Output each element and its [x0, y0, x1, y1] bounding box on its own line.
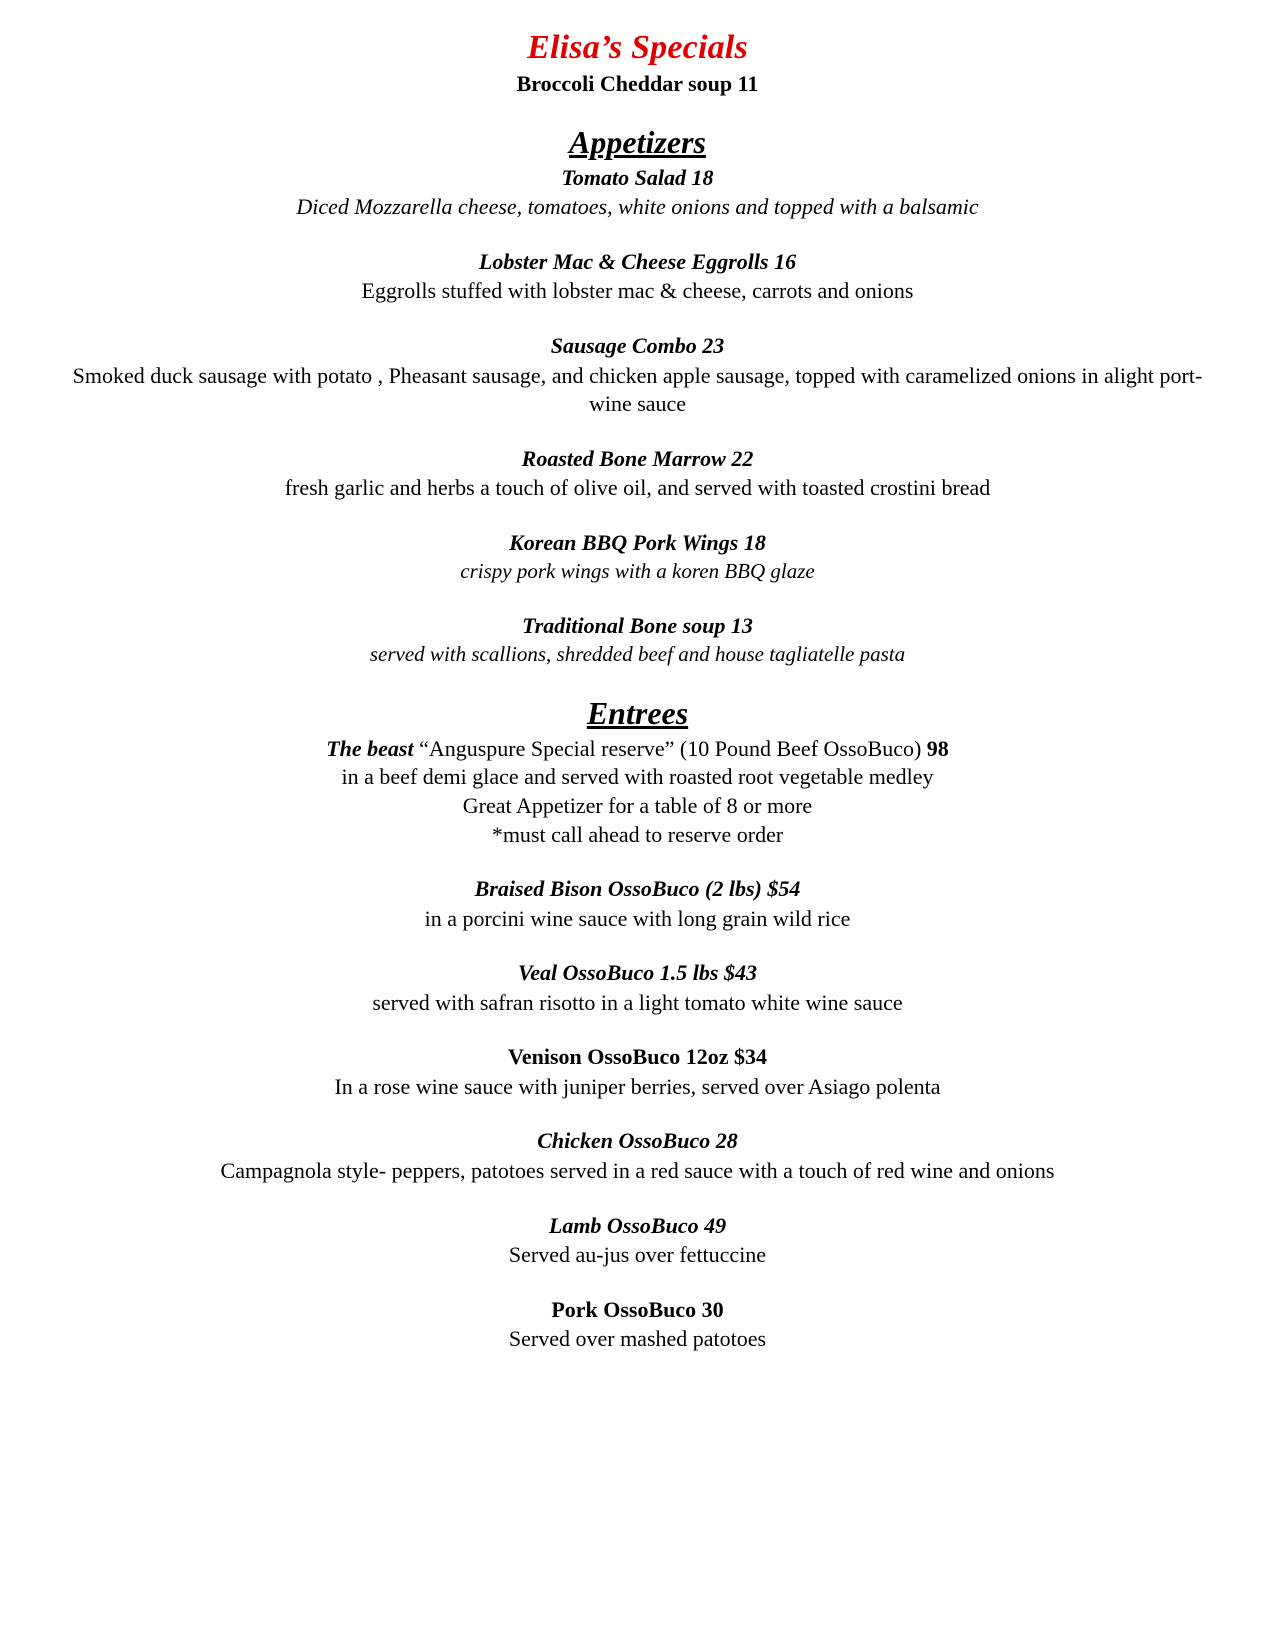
menu-item-description: Diced Mozzarella cheese, tomatoes, white onions and topped with a balsamic — [296, 194, 979, 220]
menu-item-name: Pork OssoBuco 30 — [551, 1296, 724, 1322]
menu-item-name: Veal OssoBuco 1.5 lbs $43 — [518, 960, 757, 986]
menu-item-reserve-note: *must call ahead to reserve order — [491, 821, 784, 847]
menu-item-description: Served au-jus over fettuccine — [508, 1242, 767, 1268]
menu-item — [60, 164, 1215, 222]
menu-item-description: Smoked duck sausage with potato , Pheasant sausage, and chicken apple sausage, topped with caramelized onions in alight port-wine sauce — [72, 362, 1203, 417]
menu-item — [60, 445, 1215, 503]
beast-name: The beast — [326, 735, 420, 761]
menu-item-name: Tomato Salad 18 — [561, 164, 714, 190]
menu-item-description: in a porcini wine sauce with long grain wild rice — [424, 905, 851, 931]
menu-item-description: Served over mashed patotoes — [508, 1326, 767, 1352]
menu-item — [60, 612, 1215, 669]
menu-item — [60, 529, 1215, 586]
beast-quote: “Anguspure Special reserve” (10 Pound Beef OssoBuco) — [419, 735, 927, 761]
menu-item-name: Chicken OssoBuco 28 — [537, 1128, 738, 1154]
menu-item — [60, 332, 1215, 419]
menu-item-description: crispy pork wings with a koren BBQ glaze — [460, 559, 815, 584]
menu-item-name: Braised Bison OssoBuco (2 lbs) $54 — [474, 876, 801, 902]
menu-item — [60, 875, 1215, 933]
menu-item-name: Traditional Bone soup 13 — [522, 612, 753, 638]
menu-item-note: Great Appetizer for a table of 8 or more — [462, 793, 813, 819]
menu-item-name: Korean BBQ Pork Wings 18 — [509, 529, 766, 555]
menu-item — [60, 1127, 1215, 1185]
menu-item-description: In a rose wine sauce with juniper berries, served over Asiago polenta — [334, 1073, 941, 1099]
menu-item-name: Venison OssoBuco 12oz $34 — [508, 1044, 767, 1070]
menu-item — [60, 959, 1215, 1017]
menu-item-description: in a beef demi glace and served with roasted root vegetable medley — [341, 764, 934, 790]
menu-item-description: fresh garlic and herbs a touch of olive oil, and served with toasted crostini bread — [284, 475, 991, 501]
menu-item-name: Lobster Mac & Cheese Eggrolls 16 — [478, 248, 797, 274]
menu-item — [60, 1212, 1215, 1270]
beast-price: 98 — [926, 735, 949, 761]
menu-item-description: served with scallions, shredded beef and house tagliatelle pasta — [369, 642, 906, 667]
section-heading-appetizers: Appetizers — [569, 124, 706, 161]
menu-item-name — [60, 735, 1215, 764]
page-title: Elisa’s Specials — [527, 29, 748, 66]
menu-item-description: served with safran risotto in a light tomato white wine sauce — [372, 989, 903, 1015]
menu-item-description: Campagnola style- peppers, patotoes served in a red sauce with a touch of red wine and onions — [220, 1157, 1055, 1183]
menu-item-name: Roasted Bone Marrow 22 — [521, 445, 754, 471]
menu-item-description: Eggrolls stuffed with lobster mac & cheese, carrots and onions — [361, 278, 914, 304]
section-heading-entrees: Entrees — [586, 695, 689, 732]
soup-of-the-day: Broccoli Cheddar soup 11 — [516, 71, 759, 97]
menu-item — [60, 248, 1215, 306]
menu-item-name: Lamb OssoBuco 49 — [548, 1212, 727, 1238]
menu-item-name: Sausage Combo 23 — [550, 333, 725, 359]
menu-item-the-beast — [60, 735, 1215, 849]
menu-item — [60, 1296, 1215, 1354]
menu-item — [60, 1043, 1215, 1101]
